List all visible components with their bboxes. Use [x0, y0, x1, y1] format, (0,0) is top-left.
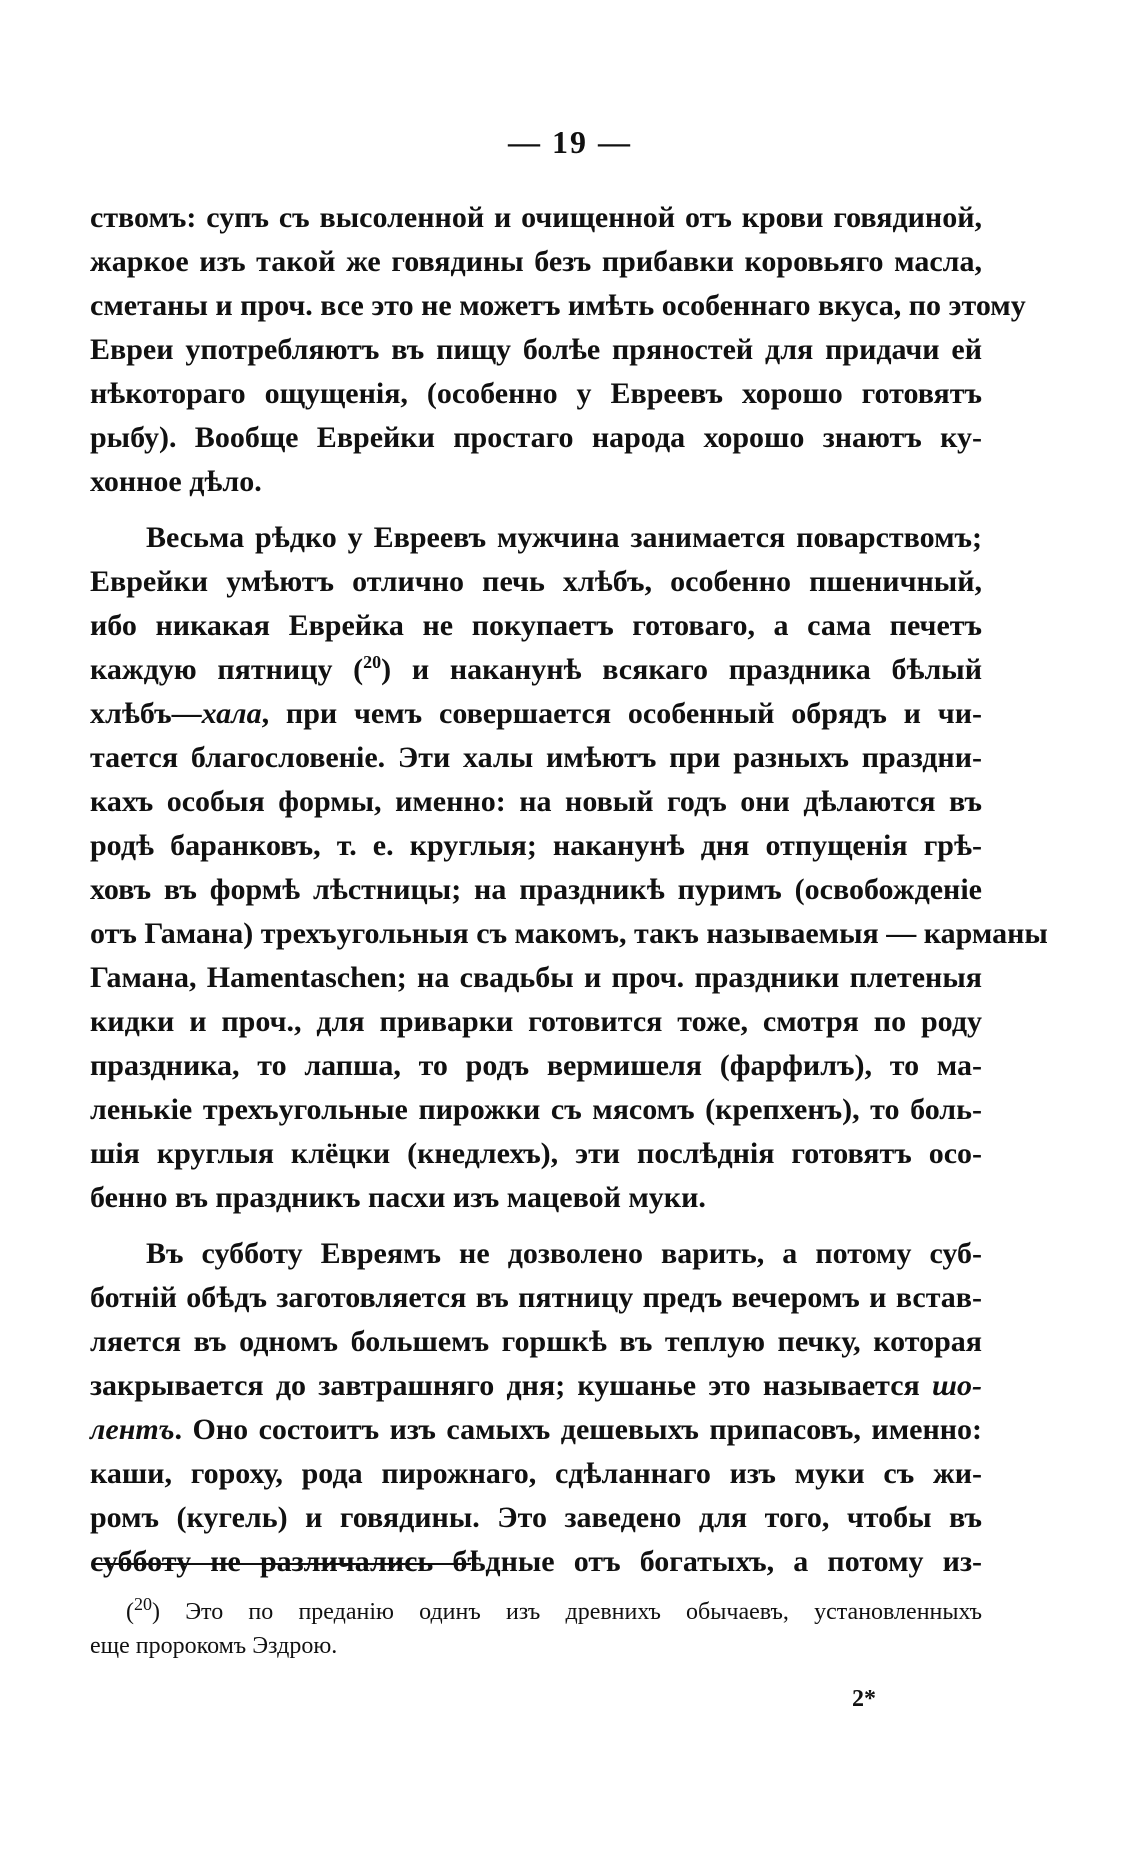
text-line: жаркое изъ такой же говядины безъ прибавки коровьяго масла, — [90, 245, 982, 278]
text-line: ибо никакая Еврейка не покупаетъ готоваго, а сама печетъ — [90, 609, 982, 642]
text-line: ботній обѣдъ заготовляется въ пятницу предъ вечеромъ и встав- — [90, 1281, 982, 1314]
footnote-line: еще пророкомъ Эздрою. — [90, 1633, 338, 1659]
text-line: хонное дѣло. — [90, 465, 262, 498]
text-line: кахъ особыя формы, именно: на новый годъ они дѣлаются въ — [90, 785, 982, 818]
text-line: субботу не различались бѣдные отъ богатыхъ, а потому из- — [90, 1545, 982, 1578]
text-line: Евреи употребляютъ въ пищу болѣе пряностей для придачи ей — [90, 333, 982, 366]
text-fragment: хлѣбъ— — [90, 697, 202, 730]
footnote-line — [90, 1595, 982, 1629]
text-line: ленькіе трехъугольные пирожки съ мясомъ (крепхенъ), то боль- — [90, 1093, 982, 1126]
footnote-paren: ) — [152, 1599, 160, 1625]
footnote-divider — [92, 1563, 471, 1565]
text-fragment: каждую пятницу ( — [90, 653, 364, 686]
paragraph — [90, 196, 1026, 504]
text-line: Гамана, Hamentaschen; на свадьбы и проч. праздники плетеныя — [90, 961, 982, 994]
text-line: тается благословеніе. Эти халы имѣютъ при разныхъ праздни- — [90, 741, 982, 774]
page-number: — 19 — — [508, 124, 632, 160]
text-fragment: , при чемъ совершается особенный обрядъ и чи- — [261, 697, 982, 730]
text-line: ховъ въ формѣ лѣстницы; на праздникѣ пуримъ (освобожденіе — [90, 873, 982, 906]
text-line: отъ Гамана) трехъугольныя съ макомъ, такъ называемыя — карманы — [90, 917, 1048, 950]
text-line — [90, 1364, 982, 1408]
text-line: кидки и проч., для приварки готовится тоже, смотря по роду — [90, 1005, 982, 1038]
italic-term: хала — [201, 697, 262, 730]
text-line: родѣ баранковъ, т. е. круглыя; наканунѣ дня отпущенія грѣ- — [90, 829, 982, 862]
text-line: нѣкотораго ощущенія, (особенно у Евреевъ хорошо готовятъ — [90, 377, 982, 410]
footnote-ref: 20 — [363, 652, 382, 672]
text-line: ляется въ одномъ большемъ горшкѣ въ теплую печку, которая — [90, 1325, 982, 1358]
paragraph — [90, 1232, 982, 1584]
text-line: Въ субботу Евреямъ не дозволено варить, а потому суб- — [146, 1237, 982, 1270]
text-line: шія круглыя клёцки (кнедлехъ), эти послѣднія готовятъ осо- — [90, 1137, 982, 1170]
text-line — [90, 648, 982, 692]
text-line: праздника, то лапша, то родъ вермишеля (фарфилъ), то ма- — [90, 1049, 982, 1082]
text-fragment: . Оно состоитъ изъ самыхъ дешевыхъ припасовъ, именно: — [174, 1413, 982, 1446]
signature-mark: 2* — [852, 1686, 876, 1712]
text-line — [90, 692, 982, 736]
footnote-paren: ( — [126, 1599, 134, 1625]
text-line: сметаны и проч. все это не можетъ имѣть особеннаго вкуса, по этому — [90, 289, 1026, 322]
text-line: ствомъ: супъ съ высоленной и очищенной отъ крови говядиной, — [90, 201, 982, 234]
text-line: каши, гороху, рода пирожнаго, сдѣланнаго изъ муки съ жи- — [90, 1457, 982, 1490]
text-line: бенно въ праздникъ пасхи изъ мацевой муки. — [90, 1181, 706, 1214]
paragraph — [90, 516, 1048, 1220]
text-line: ромъ (кугель) и говядины. Это заведено для того, чтобы въ — [90, 1501, 982, 1534]
footnote — [90, 1595, 982, 1663]
text-line: рыбу). Вообще Еврейки простаго народа хорошо знаютъ ку- — [90, 421, 982, 454]
footnote-text: Это по преданію одинъ изъ древнихъ обычаевъ, установленныхъ — [160, 1599, 982, 1625]
text-line — [90, 1408, 982, 1452]
main-text — [90, 196, 1048, 1584]
italic-term: шо- — [932, 1369, 982, 1402]
footnote-number: 20 — [134, 1594, 152, 1614]
italic-term: лентъ — [90, 1413, 175, 1446]
text-line: Еврейки умѣютъ отлично печь хлѣбъ, особенно пшеничный, — [90, 565, 982, 598]
text-fragment: закрывается до завтрашняго дня; кушанье это называется — [90, 1369, 933, 1402]
text-line: Весьма рѣдко у Евреевъ мужчина занимается поварствомъ; — [146, 521, 982, 554]
text-fragment: ) и наканунѣ всякаго праздника бѣлый — [381, 653, 982, 686]
